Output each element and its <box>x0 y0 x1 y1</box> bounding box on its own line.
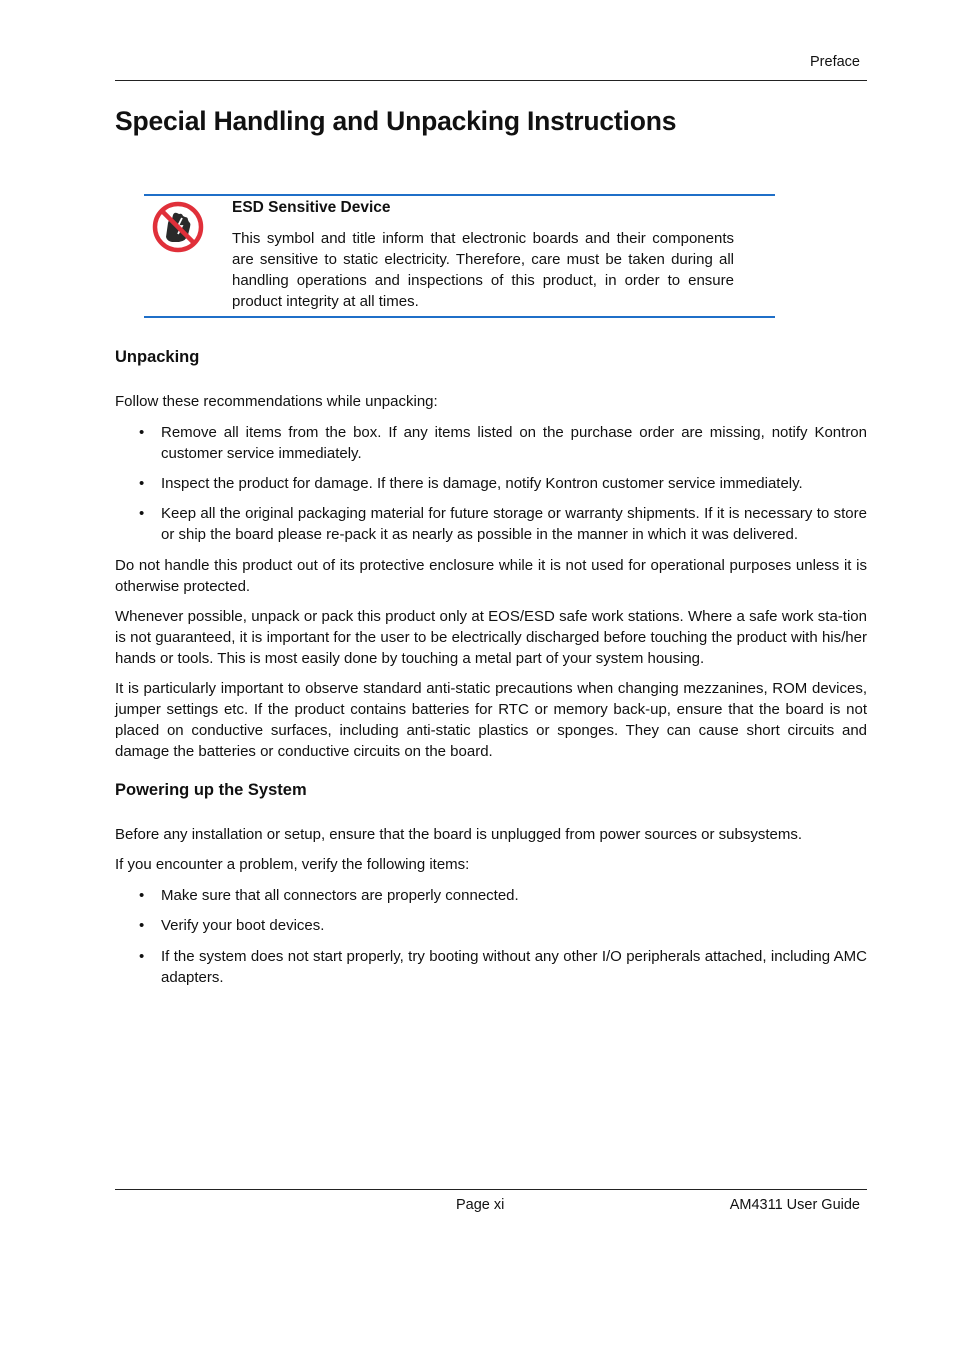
paragraph: Whenever possible, unpack or pack this product only at EOS/ESD safe work stations. Where a safe work sta-tion is not guaranteed, it is important for the user to be electrically discharged before touching the product with his/her hands or tools. This is most easily done by touching a metal part of your system housing. <box>115 608 867 667</box>
bullet-icon: • <box>139 505 145 522</box>
list-item: • Verify your boot devices. <box>139 917 325 934</box>
list-item: • Remove all items from the box. If any items listed on the purchase order are missing, notify Kontron customer service immediately. <box>139 424 867 462</box>
bullet-icon: • <box>139 424 145 441</box>
unpacking-heading: Unpacking <box>115 348 200 366</box>
esd-notice-box <box>144 194 775 318</box>
unpacking-intro: Follow these recommendations while unpacking: <box>115 393 438 410</box>
running-header: Preface <box>810 54 860 70</box>
bullet-icon: • <box>139 917 145 934</box>
esd-notice-title: ESD Sensitive Device <box>232 199 391 216</box>
list-item: • Keep all the original packaging material for future storage or warranty shipments. If it is necessary to store or ship the board please re-pack it as nearly as possible in the manner in which it was delivered. <box>139 505 867 543</box>
list-item: • Make sure that all connectors are properly connected. <box>139 887 519 904</box>
esd-notice-text: This symbol and title inform that electronic boards and their components are sensitive to static electricity. Therefore, care must be taken during all handling operations and inspections of this product, in order to ensure product integrity at all times. <box>232 230 734 310</box>
paragraph: If you encounter a problem, verify the following items: <box>115 856 470 873</box>
paragraph: Before any installation or setup, ensure that the board is unplugged from power sources or subsystems. <box>115 826 803 843</box>
paragraph: It is particularly important to observe standard anti-static precautions when changing mezzanines, ROM devices, jumper settings etc. If the product contains batteries for RTC or memory back-up, ensure that the board is not placed on conductive surfaces, including anti-static plastics or sponges. They can cause short circuits and damage the batteries or conductive circuits on the board. <box>115 680 867 760</box>
document-name: AM4311 User Guide <box>729 1197 860 1213</box>
page-number: Page xi <box>456 1197 505 1213</box>
bullet-icon: • <box>139 887 145 904</box>
footer-divider <box>115 1189 867 1190</box>
bullet-icon: • <box>139 948 145 965</box>
header-divider <box>115 80 867 81</box>
paragraph: Do not handle this product out of its protective enclosure while it is not used for operational purposes unless it is otherwise protected. <box>115 557 867 595</box>
bullet-icon: • <box>139 475 145 492</box>
esd-warning-icon <box>152 201 204 253</box>
powering-heading: Powering up the System <box>115 781 307 799</box>
list-item: • Inspect the product for damage. If there is damage, notify Kontron customer service immediately. <box>139 475 803 492</box>
list-item: • If the system does not start properly, try booting without any other I/O peripherals attached, including AMC adapters. <box>139 948 867 986</box>
page-title: Special Handling and Unpacking Instructions <box>115 106 677 136</box>
